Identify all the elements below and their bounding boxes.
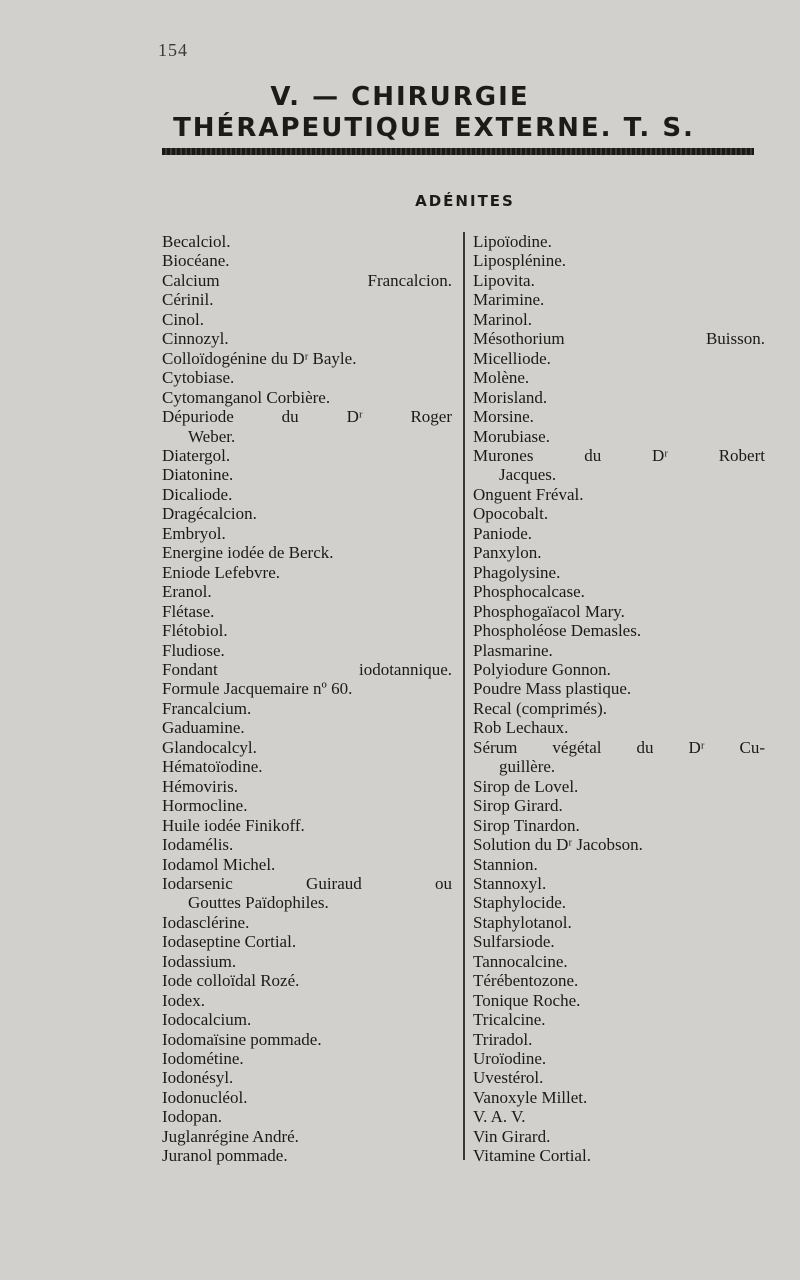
list-item: Lipovita. — [473, 270, 535, 290]
list-item: Iodométine. — [162, 1049, 244, 1069]
list-item: Tricalcine. — [473, 1010, 546, 1030]
list-item: Stannoxyl. — [473, 873, 547, 893]
list-item: Morsine. — [473, 407, 534, 427]
list-item: Stannion. — [473, 854, 538, 874]
list-item: Formule Jacquemaire nº 60. — [162, 679, 353, 699]
list-item: Juranol pommade. — [162, 1146, 288, 1166]
list-item: Solution du Dʳ Jacobson. — [473, 835, 643, 855]
list-item: Fludiose. — [162, 640, 225, 660]
list-item: Triradol. — [473, 1029, 533, 1049]
list-item: Molène. — [473, 368, 530, 388]
left-column-list — [162, 232, 452, 1166]
list-item: Iodonucléol. — [162, 1087, 248, 1107]
list-item: Plasmarine. — [473, 640, 553, 660]
list-item: Eranol. — [162, 582, 212, 602]
right-column-list — [473, 232, 765, 1166]
list-item: Diatergol. — [162, 445, 231, 465]
list-item: Liposplénine. — [473, 251, 567, 271]
list-item: Mésothorium Buisson. — [473, 329, 765, 349]
list-item: Recal (comprimés). — [473, 698, 608, 718]
list-item: Murones du Dʳ Robert — [473, 445, 765, 465]
list-item: Cérinil. — [162, 290, 214, 310]
list-item: Vanoxyle Millet. — [473, 1087, 588, 1107]
list-item: Hémoviris. — [162, 776, 239, 796]
list-item: Lipoïodine. — [473, 232, 552, 251]
list-item: Cinnozyl. — [162, 329, 229, 349]
list-item: Dragécalcion. — [162, 504, 257, 524]
list-item: Biocéane. — [162, 251, 230, 271]
list-item: Onguent Fréval. — [473, 484, 584, 504]
list-item: Uvestérol. — [473, 1068, 544, 1088]
list-item: Glandocalcyl. — [162, 737, 257, 757]
list-item: Iodopan. — [162, 1107, 222, 1127]
list-item: Phospholéose Demasles. — [473, 621, 642, 641]
list-item: Eniode Lefebvre. — [162, 562, 280, 582]
list-item: Vin Girard. — [473, 1126, 551, 1146]
list-item: Sirop de Lovel. — [473, 776, 579, 796]
list-item: Térébentozone. — [473, 971, 579, 991]
list-item-continuation: Weber. — [188, 426, 236, 446]
list-item: Flétobiol. — [162, 621, 228, 641]
list-item: Francalcium. — [162, 698, 252, 718]
list-item: Marimine. — [473, 290, 545, 310]
list-item: Hématoïodine. — [162, 757, 263, 777]
section-subtitle: THÉRAPEUTIQUE EXTERNE. T. S. — [173, 113, 695, 143]
list-item: Opocobalt. — [473, 504, 549, 524]
list-item: Iodasclérine. — [162, 912, 250, 932]
list-item: Paniode. — [473, 523, 533, 543]
list-item: Iodonésyl. — [162, 1068, 234, 1088]
list-item: Iodassium. — [162, 951, 237, 971]
list-item: V. A. V. — [473, 1107, 526, 1127]
list-item: Cytomanganol Corbière. — [162, 387, 331, 407]
list-item: Phagolysine. — [473, 562, 561, 582]
list-item: Tonique Roche. — [473, 990, 581, 1010]
list-item: Dépuriode du Dʳ Roger — [162, 407, 452, 427]
section-title: V. — CHIRURGIE — [270, 82, 530, 112]
list-item: Rob Lechaux. — [473, 718, 569, 738]
list-item: Iodocalcium. — [162, 1010, 252, 1030]
list-item: Cytobiase. — [162, 368, 235, 388]
list-item: Sirop Tinardon. — [473, 815, 580, 835]
list-item: Vitamine Cortial. — [473, 1146, 591, 1166]
list-item: Morisland. — [473, 387, 548, 407]
list-item: Flétase. — [162, 601, 215, 621]
list-item-continuation: guillère. — [499, 757, 556, 777]
list-item: Sulfarsiode. — [473, 932, 555, 952]
list-item: Staphylocide. — [473, 893, 567, 913]
list-item: Iode colloïdal Rozé. — [162, 971, 300, 991]
column-divider — [463, 232, 465, 1160]
list-item: Iodaseptine Cortial. — [162, 932, 297, 952]
list-item-continuation: Gouttes Païdophiles. — [188, 893, 329, 913]
list-item: Marinol. — [473, 309, 533, 329]
list-item: Hormocline. — [162, 796, 248, 816]
title-rule — [162, 148, 754, 155]
list-item: Fondant iodotannique. — [162, 659, 452, 679]
page-number: 154 — [158, 40, 188, 60]
list-item: Diatonine. — [162, 465, 234, 485]
list-item: Iodarsenic Guiraud ou — [162, 873, 452, 893]
list-item: Poudre Mass plastique. — [473, 679, 632, 699]
category-heading: ADÉNITES — [415, 192, 515, 210]
list-item: Sérum végétal du Dʳ Cu- — [473, 737, 765, 757]
list-item: Iodamol Michel. — [162, 854, 276, 874]
list-item: Calcium Francalcion. — [162, 270, 452, 290]
list-item: Micelliode. — [473, 348, 551, 368]
list-item: Iodomaïsine pommade. — [162, 1029, 322, 1049]
list-item: Embryol. — [162, 523, 226, 543]
list-item: Dicaliode. — [162, 484, 233, 504]
list-item: Phosphogaïacol Mary. — [473, 601, 625, 621]
list-item: Cinol. — [162, 309, 205, 329]
list-item: Juglanrégine André. — [162, 1126, 299, 1146]
list-item: Iodex. — [162, 990, 205, 1010]
list-item: Energine iodée de Berck. — [162, 543, 334, 563]
list-item: Uroïodine. — [473, 1049, 547, 1069]
list-item: Morubiase. — [473, 426, 550, 446]
list-item: Phosphocalcase. — [473, 582, 585, 602]
list-item: Panxylon. — [473, 543, 542, 563]
list-item: Colloïdogénine du Dʳ Bayle. — [162, 348, 357, 368]
list-item: Huile iodée Finikoff. — [162, 815, 305, 835]
list-item-continuation: Jacques. — [499, 465, 557, 485]
list-item: Gaduamine. — [162, 718, 245, 738]
list-item: Tannocalcine. — [473, 951, 568, 971]
list-item: Polyiodure Gonnon. — [473, 659, 611, 679]
list-item: Becalciol. — [162, 232, 231, 251]
list-item: Staphylotanol. — [473, 912, 572, 932]
list-item: Sirop Girard. — [473, 796, 563, 816]
list-item: Iodamélis. — [162, 835, 234, 855]
